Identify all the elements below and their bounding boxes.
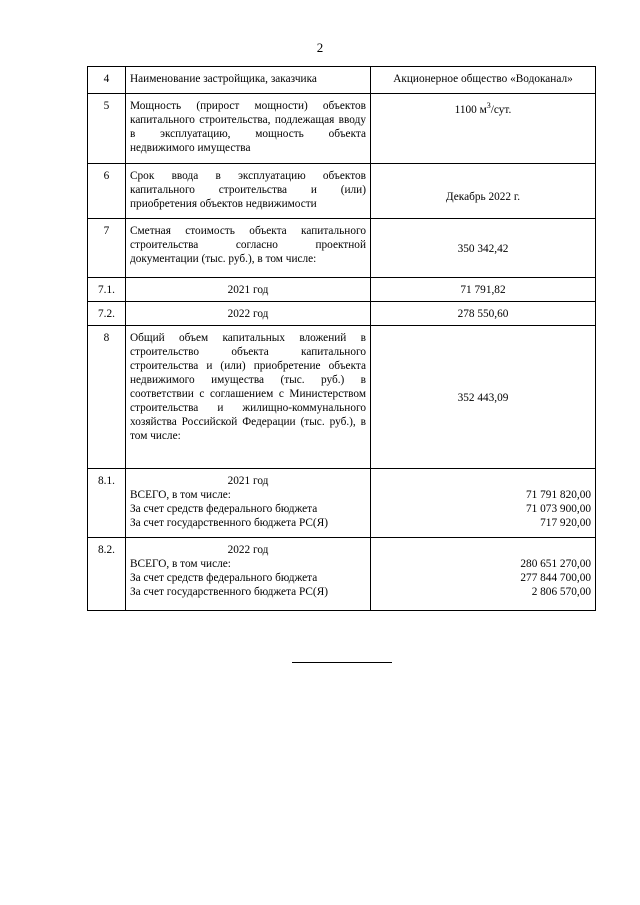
row-number: 7 xyxy=(88,219,126,278)
row-number: 8 xyxy=(88,326,126,469)
row-description: Мощность (прирост мощности) объектов капитального строительства, подлежащая вводу в эксплуатацию, мощность объекта недвижимого имущества xyxy=(126,94,371,164)
table-row xyxy=(88,278,596,302)
breakdown-label: За счет средств федерального бюджета xyxy=(130,572,318,584)
page-number: 2 xyxy=(316,40,324,55)
row-value: Акционерное общество «Водоканал» xyxy=(371,67,596,94)
row-number: 7.2. xyxy=(88,302,126,326)
table-row xyxy=(88,164,596,219)
row-value: 352 443,09 xyxy=(371,326,596,469)
row-number: 4 xyxy=(88,67,126,94)
row-number: 6 xyxy=(88,164,126,219)
row-value: 278 550,60 xyxy=(371,302,596,326)
row-value: 350 342,42 xyxy=(371,219,596,278)
table-row xyxy=(88,94,596,164)
breakdown-value: 277 844 700,00 xyxy=(520,572,591,584)
row-number: 8.2. xyxy=(88,538,126,611)
breakdown-value: 2 806 570,00 xyxy=(531,586,591,598)
capacity-unit-suffix: /сут. xyxy=(490,103,512,116)
row-values xyxy=(371,469,596,538)
info-table xyxy=(87,66,596,611)
row-description: 2021 год xyxy=(126,278,371,302)
row-description: Наименование застройщика, заказчика xyxy=(126,67,371,94)
table-row xyxy=(88,326,596,469)
breakdown-value: 71 073 900,00 xyxy=(526,503,591,515)
row-description: Сметная стоимость объекта капитального строительства согласно проектной документации (тыс. руб.), в том числе: xyxy=(126,219,371,278)
breakdown-label: За счет государственного бюджета РС(Я) xyxy=(130,517,328,529)
breakdown-value: 717 920,00 xyxy=(540,517,591,529)
breakdown-label: ВСЕГО, в том числе: xyxy=(130,489,231,501)
row-value xyxy=(371,94,596,164)
table-row xyxy=(88,302,596,326)
row-number: 7.1. xyxy=(88,278,126,302)
row-values xyxy=(371,538,596,611)
row-number: 5 xyxy=(88,94,126,164)
row-number: 8.1. xyxy=(88,469,126,538)
capacity-unit-exponent: 3 xyxy=(486,101,491,110)
row-description xyxy=(126,469,371,538)
table-row xyxy=(88,538,596,611)
row-description xyxy=(126,538,371,611)
table-row xyxy=(88,67,596,94)
breakdown-value: 71 791 820,00 xyxy=(526,489,591,501)
year-title: 2021 год xyxy=(227,475,269,487)
row-description: 2022 год xyxy=(126,302,371,326)
row-value: Декабрь 2022 г. xyxy=(371,164,596,219)
row-value: 71 791,82 xyxy=(371,278,596,302)
breakdown-label: За счет средств федерального бюджета xyxy=(130,503,318,515)
table-row xyxy=(88,219,596,278)
table-row xyxy=(88,469,596,538)
row-description: Срок ввода в эксплуатацию объектов капитального строительства и (или) приобретения объектов недвижимости xyxy=(126,164,371,219)
breakdown-label: За счет государственного бюджета РС(Я) xyxy=(130,586,328,598)
capacity-value: 1100 м xyxy=(454,103,487,116)
end-of-document-rule xyxy=(292,662,392,663)
row-description: Общий объем капитальных вложений в строительство объекта капитального строительства и (или) приобретение объекта недвижимого имущества (тыс. руб.) в соответствии с соглашением с Министерством строительства и жилищно-коммунального хозяйства Российской Федерации (тыс. руб.), в том числе: xyxy=(126,326,371,469)
breakdown-value: 280 651 270,00 xyxy=(520,558,591,570)
breakdown-label: ВСЕГО, в том числе: xyxy=(130,558,231,570)
year-title: 2022 год xyxy=(227,544,269,556)
